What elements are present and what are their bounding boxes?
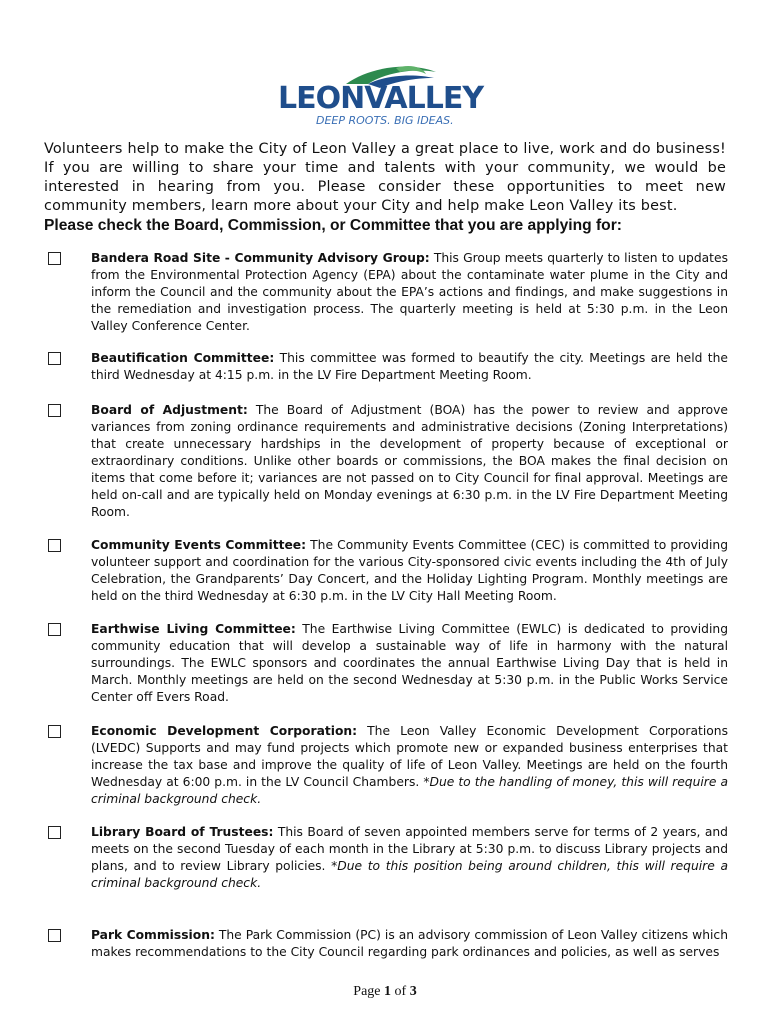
committee-body: This Group meets quarterly to listen to updates from the Environmental Protection Agency (EPA) about the contaminate water plume in the City and inform the Council and the community about the EPA’s actions and findings, and make suggestions in the remediation and investigation process. The quarterly meeting is held at 5:30 p.m. in the Leon Valley Conference Center.	[91, 251, 728, 333]
page-number: 1	[384, 984, 392, 999]
committee-description	[91, 927, 728, 961]
committee-description	[91, 621, 728, 706]
checkbox[interactable]	[48, 539, 61, 552]
committee-title: Beautification Committee:	[91, 351, 275, 365]
committee-title: Library Board of Trustees:	[91, 825, 274, 839]
committee-note: *Due to this position being around children, this will require a criminal background check.	[91, 859, 728, 890]
page-total: 3	[409, 984, 417, 999]
committee-item-events	[44, 537, 728, 621]
committee-body: The Park Commission (PC) is an advisory commission of Leon Valley citizens which makes recommendations to the City Council regarding park ordinances and policies, as well as serves	[91, 928, 728, 959]
committee-item-beautification	[44, 350, 728, 402]
checkbox[interactable]	[48, 352, 61, 365]
committee-description	[91, 402, 728, 521]
checkbox[interactable]	[48, 404, 61, 417]
committee-body: The Board of Adjustment (BOA) has the power to review and approve variances from zoning ordinance requirements and administrative decisions (Zoning Interpretations) that create unnecessary hardships in the development of property because of exceptional or extraordinary conditions. Unlike other boards or commissions, the BOA makes the final decision on items that come before it; variances are not passed on to City Council for final approval. Meetings are held on-call and are typically held on Monday evenings at 6:30 p.m. in the LV Fire Department Meeting Room.	[91, 403, 728, 519]
committee-description	[91, 537, 728, 605]
committee-description	[91, 824, 728, 892]
svg-text:LEONVALLEY: LEONVALLEY	[278, 81, 484, 116]
committee-title: Community Events Committee:	[91, 538, 307, 552]
committee-item-library	[44, 824, 728, 927]
committee-title: Park Commission:	[91, 928, 215, 942]
committee-body: This Board of seven appointed members serve for terms of 2 years, and meets on the second Tuesday of each month in the Library at 5:30 p.m. to discuss Library projects and plans, and to review Library policies.	[91, 825, 728, 873]
checkbox[interactable]	[48, 725, 61, 738]
committee-title: Board of Adjustment:	[91, 403, 248, 417]
checkbox[interactable]	[48, 623, 61, 636]
section-heading: Please check the Board, Commission, or Committee that you are applying for:	[44, 217, 622, 234]
committee-title: Earthwise Living Committee:	[91, 622, 296, 636]
committee-body: The Community Events Committee (CEC) is committed to providing volunteer support and coordination for the various City-sponsored civic events including the 4th of July Celebration, the Grandparents’ Day Concert, and the Holiday Lighting Program. Monthly meetings are held on the third Wednesday at 6:30 p.m. in the LV City Hall Meeting Room.	[91, 538, 728, 603]
committee-note: *Due to the handling of money, this will require a criminal background check.	[91, 775, 728, 806]
committee-description	[91, 250, 728, 335]
checkbox[interactable]	[48, 826, 61, 839]
committee-item-bandera	[44, 250, 728, 350]
committee-list	[44, 250, 728, 967]
committee-item-park	[44, 927, 728, 967]
intro-paragraph: Volunteers help to make the City of Leon Valley a great place to live, work and do business! If you are willing to share your time and talents with your community, we would be interested in hearing from you. Please consider these opportunities to meet new community members, learn more about your City and help make Leon Valley its best.	[44, 141, 726, 214]
committee-body: This committee was formed to beautify the city. Meetings are held the third Wednesday at 4:15 p.m. in the LV Fire Department Meeting Room.	[91, 351, 728, 382]
committee-description	[91, 723, 728, 808]
checkbox[interactable]	[48, 252, 61, 265]
page-word: Page	[353, 984, 381, 999]
committee-title: Bandera Road Site - Community Advisory Group:	[91, 251, 430, 265]
page-footer	[0, 984, 770, 1000]
committee-item-adjustment	[44, 402, 728, 537]
checkbox[interactable]	[48, 929, 61, 942]
committee-body: The Earthwise Living Committee (EWLC) is dedicated to providing community education that will develop a sustainable way of life in harmony with the natural surroundings. The EWLC sponsors and coordinates the annual Earthwise Living Day that is held in March. Monthly meetings are held on the second Wednesday at 5:30 p.m. in the Public Works Service Center off Evers Road.	[91, 622, 728, 704]
committee-description	[91, 350, 728, 384]
committee-item-earthwise	[44, 621, 728, 723]
committee-item-economic	[44, 723, 728, 824]
of-word: of	[394, 984, 407, 999]
leon-valley-logo	[276, 62, 490, 130]
committee-body: The Leon Valley Economic Development Corporations (LVEDC) Supports and may fund projects which promote new or expanded business enterprises that increase the tax base and improve the quality of life of Leon Valley. Meetings are held on the fourth Wednesday at 6:00 p.m. in the LV Council Chambers.	[91, 724, 728, 789]
committee-title: Economic Development Corporation:	[91, 724, 358, 738]
svg-text:DEEP ROOTS. BIG IDEAS.: DEEP ROOTS. BIG IDEAS.	[316, 114, 454, 127]
